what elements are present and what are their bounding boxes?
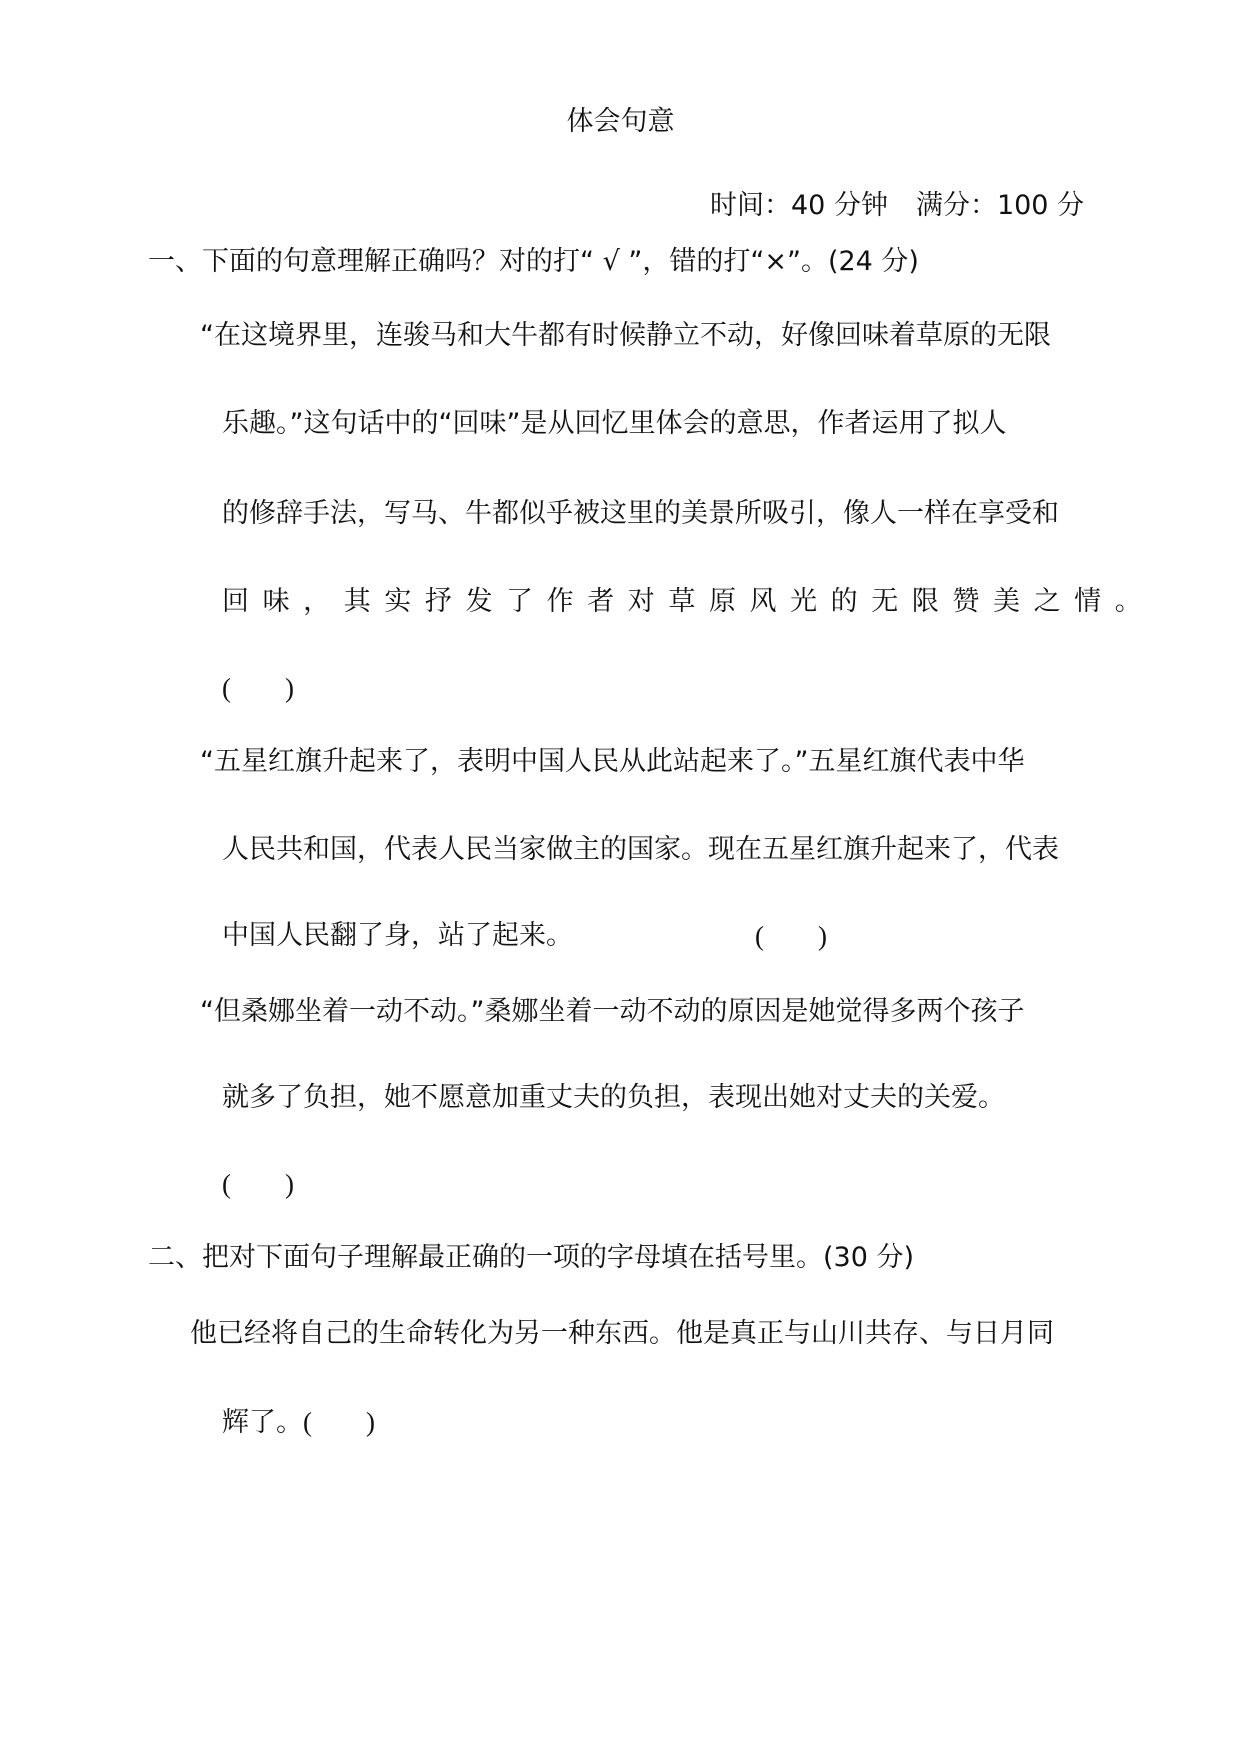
spread-char: 实	[384, 586, 412, 617]
s2-q1-line-2-text: 辉了。	[222, 1407, 303, 1438]
q2-line-2: 人民共和国，代表人民当家做主的国家。现在五星红旗升起来了，代表	[222, 834, 1059, 865]
spread-char: 草	[668, 586, 696, 617]
q1-line-1: “在这境界里，连骏马和大牛都有时候静立不动，好像回味着草原的无限	[200, 320, 1051, 351]
time-limit: 时间：40 分钟	[710, 190, 888, 221]
exam-meta	[710, 188, 1084, 224]
spread-char: 情	[1074, 586, 1102, 617]
spread-char: 的	[830, 586, 858, 617]
spread-char: 了	[506, 586, 534, 617]
spread-char: 风	[749, 586, 777, 617]
q1-line-4	[222, 584, 1142, 620]
q2-answer-text: ( )	[755, 921, 827, 951]
q2-line-3: 中国人民翻了身，站了起来。	[222, 920, 573, 951]
spread-char: 发	[465, 586, 493, 617]
spread-char: 光	[790, 586, 818, 617]
section-1-heading: 一、下面的句意理解正确吗？对的打“ √ ”，错的打“×”。(24 分)	[148, 246, 919, 277]
full-score: 满分：100 分	[915, 190, 1085, 221]
spread-char: 限	[911, 586, 939, 617]
q1-answer-blank[interactable]	[222, 670, 294, 706]
page-title: 体会句意	[566, 106, 675, 137]
spread-char: 其	[343, 586, 371, 617]
q3-line-2: 就多了负担，她不愿意加重丈夫的负担，表现出她对丈夫的关爱。	[222, 1082, 1005, 1113]
section-2-heading: 二、把对下面句子理解最正确的一项的字母填在括号里。(30 分)	[148, 1242, 915, 1273]
q1-line-2: 乐趣。”这句话中的“回味”是从回忆里体会的意思，作者运用了拟人	[222, 408, 1007, 439]
s2-q1-line-2	[222, 1404, 375, 1441]
q2-answer-blank[interactable]	[755, 918, 827, 954]
q1-answer-text: ( )	[222, 673, 294, 703]
spread-char: 者	[587, 586, 615, 617]
s2-q1-answer-blank[interactable]	[303, 1404, 375, 1440]
spread-char: 。	[1114, 586, 1142, 617]
spread-char: 味	[262, 586, 290, 617]
spread-char: 赞	[952, 586, 980, 617]
spread-char: 抒	[424, 586, 452, 617]
q3-line-1: “但桑娜坐着一动不动。”桑娜坐着一动不动的原因是她觉得多两个孩子	[200, 996, 1025, 1027]
q3-answer-text: ( )	[222, 1169, 294, 1199]
spread-char: 作	[546, 586, 574, 617]
spread-char: 之	[1033, 586, 1061, 617]
s2-q1-answer-text: ( )	[303, 1407, 375, 1437]
s2-q1-line-1: 他已经将自己的生命转化为另一种东西。他是真正与山川共存、与日月同	[190, 1318, 1054, 1349]
spread-char: ，	[303, 586, 331, 617]
spread-char: 原	[708, 586, 736, 617]
q2-line-1: “五星红旗升起来了，表明中国人民从此站起来了。”五星红旗代表中华	[200, 746, 1025, 777]
spread-char: 无	[871, 586, 899, 617]
spread-char: 对	[627, 586, 655, 617]
q1-line-3: 的修辞手法，写马、牛都似乎被这里的美景所吸引，像人一样在享受和	[222, 498, 1059, 529]
q3-answer-blank[interactable]	[222, 1166, 294, 1202]
spread-char: 回	[222, 586, 249, 617]
spread-char: 美	[992, 586, 1020, 617]
